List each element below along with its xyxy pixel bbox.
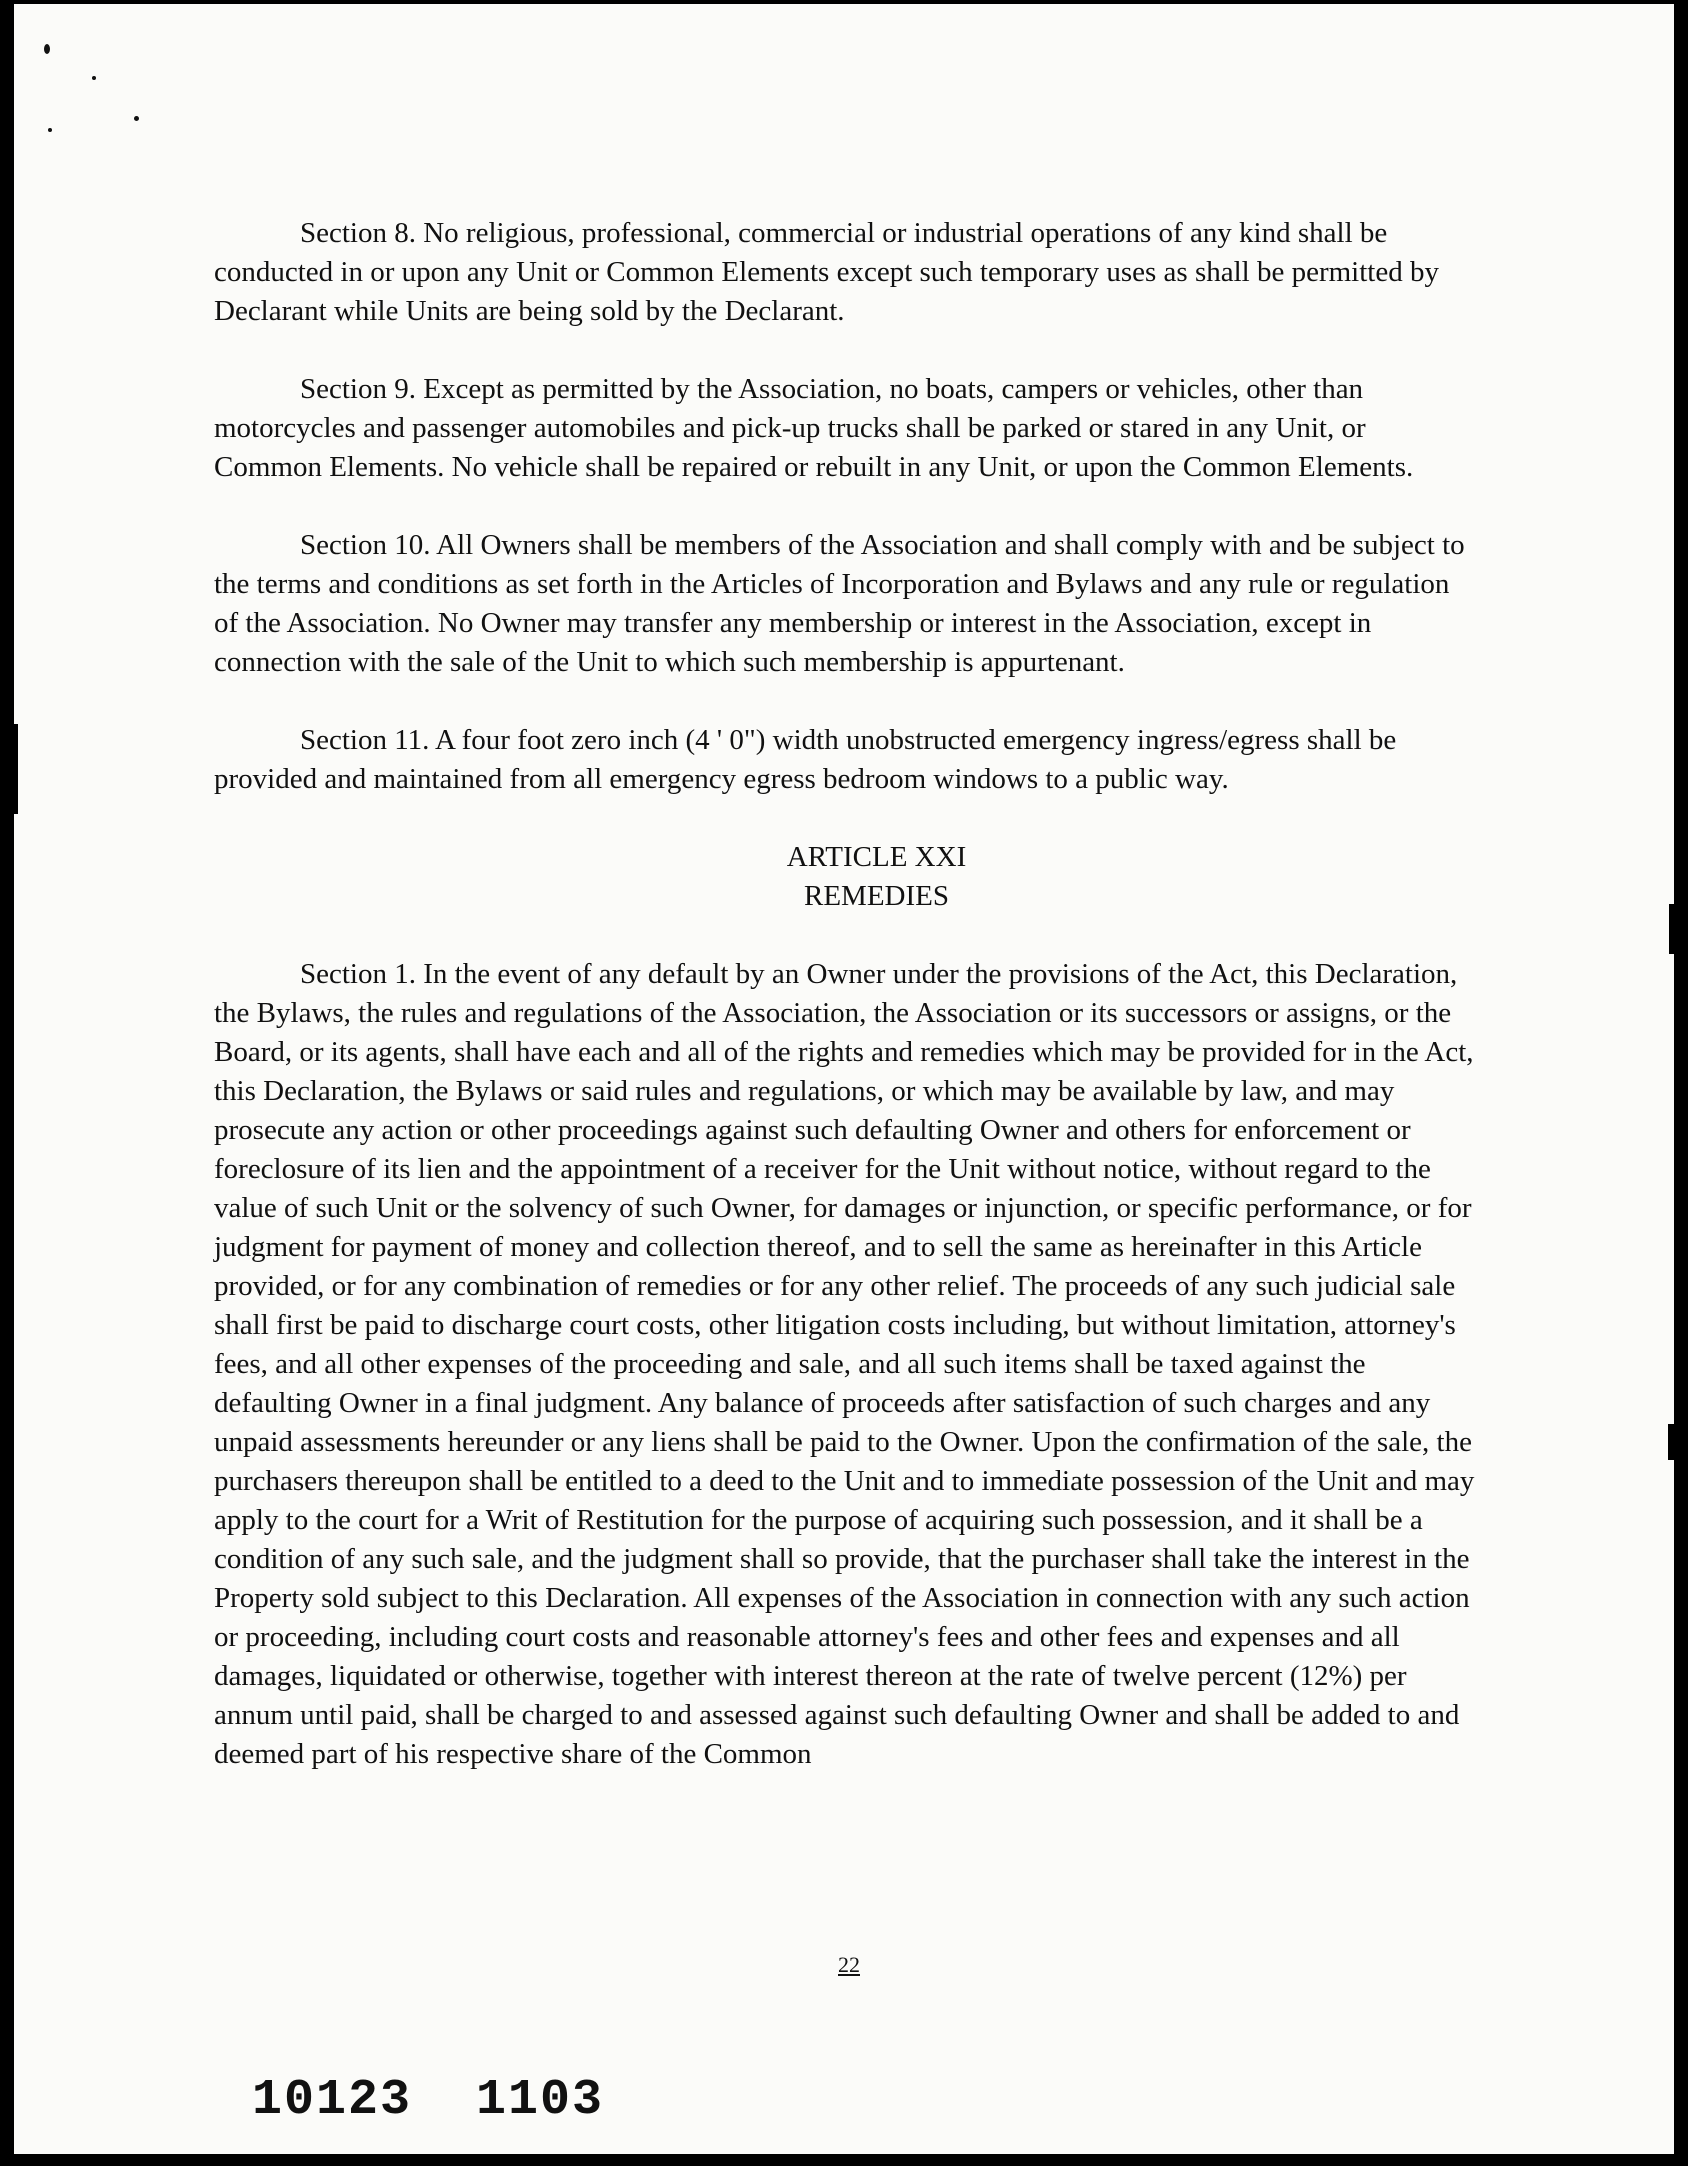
article-number: ARTICLE XXI xyxy=(786,841,967,873)
section-11-paragraph: Section 11. A four foot zero inch (4 ' 0") width unobstructed emergency ingress/egress shall be provided and maintained from all emergency egress bedroom windows to a public way. xyxy=(214,724,1397,795)
scan-speck xyxy=(48,128,52,132)
scan-speck xyxy=(92,76,96,80)
article-title: REMEDIES xyxy=(804,880,949,912)
document-body xyxy=(214,214,1479,1813)
remedies-section-1-paragraph: Section 1. In the event of any default by an Owner under the provisions of the Act, this Declaration, the Bylaws, the rules and regulations of the Association, the Association or its successors or assigns, or the Board, or its agents, shall have each and all of the rights and remedies which may be provided for in the Act, this Declaration, the Bylaws or said rules and regulations, or which may be available by law, and may prosecute any action or other proceedings against such defaulting Owner and others for enforcement or foreclosure of its lien and the appointment of a receiver for the Unit without notice, without regard to the value of such Unit or the solvency of such Owner, for damages or injunction, or specific performance, or for judgment for payment of money and collection thereof, and to sell the same as hereinafter in this Article provided, or for any combination of remedies or for any other relief. The proceeds of any such judicial sale shall first be paid to discharge court costs, other litigation costs including, but without limitation, attorney's fees, and all other expenses of the proceeding and sale, and all such items shall be taxed against the defaulting Owner in a final judgment. Any balance of proceeds after satisfaction of such charges and any unpaid assessments hereunder or any liens shall be paid to the Owner. Upon the confirmation of the sale, the purchasers thereupon shall be entitled to a deed to the Unit and to immediate possession of the Unit and may apply to the court for a Writ of Restitution for the purpose of acquiring such possession, and it shall be a condition of any such sale, and the judgment shall so provide, that the purchaser shall take the interest in the Property sold subject to this Declaration. All expenses of the Association in connection with any such action or proceeding, including court costs and reasonable attorney's fees and other fees and expenses and all damages, liquidated or otherwise, together with interest thereon at the rate of twelve percent (12%) per annum until paid, shall be charged to and assessed against such defaulting Owner and shall be added to and deemed part of his respective share of the Common xyxy=(214,958,1475,1770)
scan-speck xyxy=(44,44,50,54)
page-number: 22 xyxy=(838,1952,860,1977)
scan-edge-mark xyxy=(14,724,18,814)
section-10-paragraph: Section 10. All Owners shall be members of the Association and shall comply with and be subject to the terms and conditions as set forth in the Articles of Incorporation and Bylaws and any rule or regulation of the Association. No Owner may transfer any membership or interest in the Association, except in connection with the sale of the Unit to which such membership is appurtenant. xyxy=(214,529,1465,678)
section-8-paragraph: Section 8. No religious, professional, commercial or industrial operations of any kind shall be conducted in or upon any Unit or Common Elements except such temporary uses as shall be permitted by Declarant while Units are being sold by the Declarant. xyxy=(214,217,1439,327)
scan-edge-mark xyxy=(1669,904,1674,954)
scan-edge-mark xyxy=(1668,1424,1674,1460)
article-heading xyxy=(214,838,1479,916)
document-page xyxy=(14,4,1674,2154)
bates-number: 10123 1103 xyxy=(252,2072,605,2129)
section-9-paragraph: Section 9. Except as permitted by the Association, no boats, campers or vehicles, other than motorcycles and passenger automobiles and pick-up trucks shall be parked or stared in any Unit, or Common Elements. No vehicle shall be repaired or rebuilt in any Unit, or upon the Common Elements. xyxy=(214,373,1414,483)
scan-speck xyxy=(134,116,139,121)
